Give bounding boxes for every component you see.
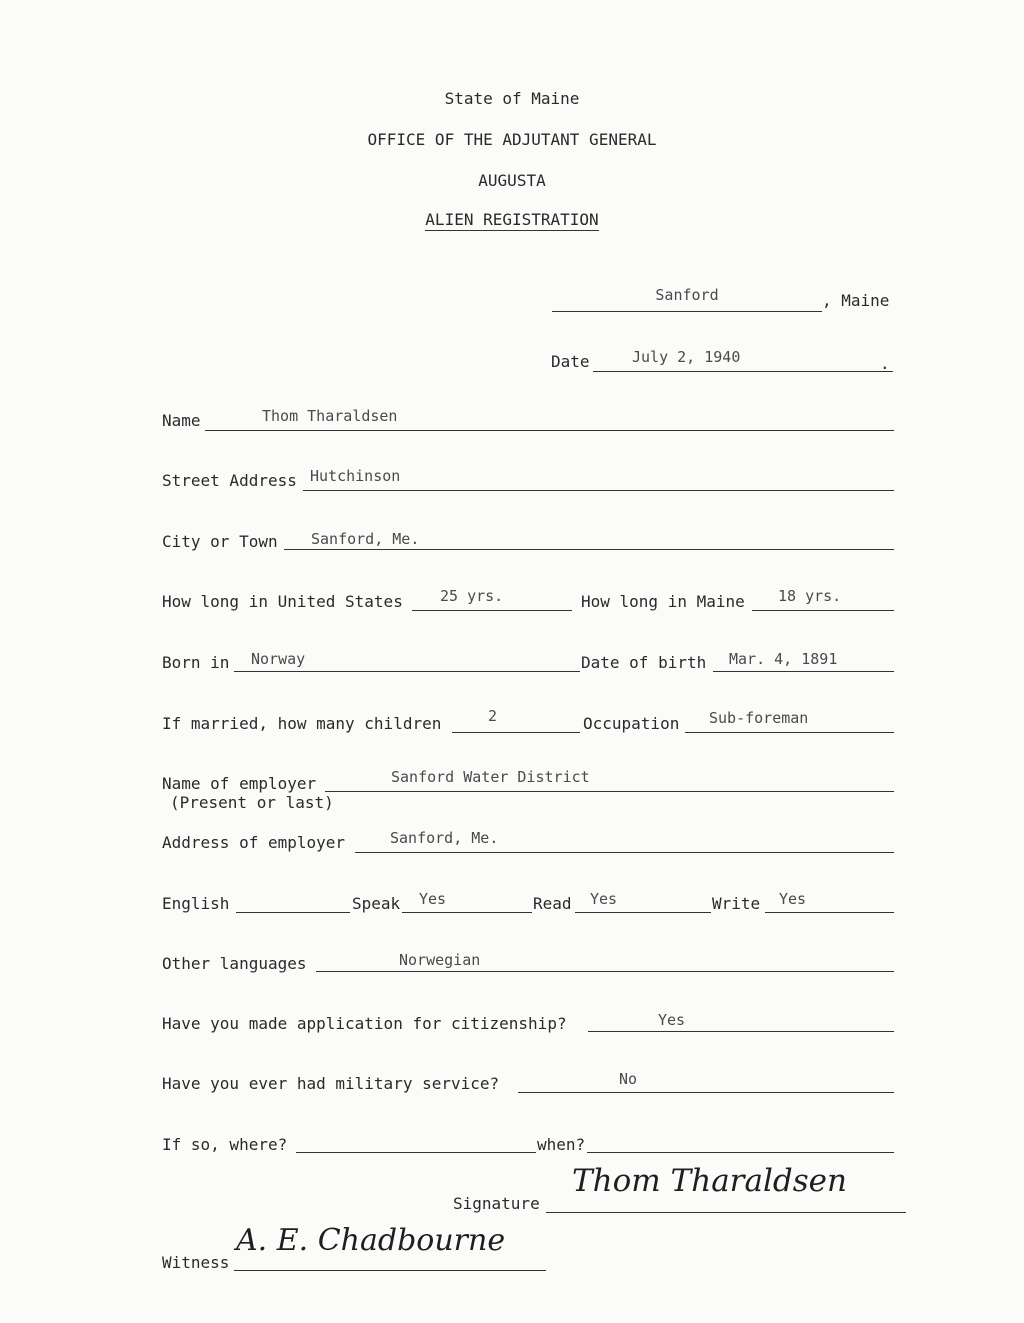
born-in-label: Born in [162,653,230,672]
military-label: Have you ever had military service? [162,1074,500,1093]
children-value: 2 [488,707,498,725]
when-label: when? [537,1135,586,1154]
employer-address-line [355,852,894,853]
write-line [765,912,894,913]
born-in-value: Norway [251,650,306,668]
military-line [518,1092,894,1093]
signature-line [546,1212,906,1213]
where-line [296,1152,536,1153]
citizenship-label: Have you made application for citizenship? [162,1014,567,1033]
city-label: City or Town [162,532,278,551]
employer-line [325,791,894,792]
town-value: Sanford [655,286,719,304]
employer-address-value: Sanford, Me. [390,829,499,847]
employer-sublabel: (Present or last) [170,793,334,812]
other-languages-label: Other languages [162,954,307,973]
born-in-line [234,671,580,672]
read-line [575,912,711,913]
write-value: Yes [779,890,807,908]
speak-label: Speak [352,894,401,913]
date-value: July 2, 1940 [632,348,741,366]
speak-line [402,912,532,913]
write-label: Write [712,894,761,913]
other-languages-line [316,971,894,972]
header-state: State of Maine [444,89,580,108]
name-label: Name [162,411,201,430]
military-value: No [619,1070,638,1088]
us-duration-label: How long in United States [162,592,403,611]
name-value: Thom Tharaldsen [262,407,398,425]
occupation-line [685,732,894,733]
header-office: OFFICE OF THE ADJUTANT GENERAL [367,130,657,149]
english-line [236,912,350,913]
form-title-text: ALIEN REGISTRATION [425,210,599,229]
children-line [452,732,580,733]
name-line [205,430,894,431]
citizenship-value: Yes [658,1011,686,1029]
read-value: Yes [590,890,618,908]
street-label: Street Address [162,471,297,490]
employer-address-label: Address of employer [162,833,346,852]
street-value: Hutchinson [310,467,401,485]
signature-label: Signature [453,1194,540,1213]
children-label: If married, how many children [162,714,442,733]
english-label: English [162,894,230,913]
witness-label: Witness [162,1253,230,1272]
us-duration-line [412,610,572,611]
us-duration-value: 25 yrs. [440,587,504,605]
dob-value: Mar. 4, 1891 [729,650,838,668]
city-line [284,549,894,550]
other-languages-value: Norwegian [399,951,481,969]
employer-value: Sanford Water District [391,768,590,786]
maine-duration-label: How long in Maine [581,592,745,611]
occupation-label: Occupation [583,714,680,733]
header-city: AUGUSTA [478,171,546,190]
employer-label: Name of employer [162,774,317,793]
date-end-mark: . [880,354,890,373]
witness-line [234,1270,546,1271]
form-title [0,211,1024,229]
signature-handwritten: Thom Tharaldsen [572,1163,847,1199]
dob-line [713,671,894,672]
witness-handwritten: A. E. Chadbourne [236,1223,506,1258]
date-line [593,371,893,372]
maine-duration-value: 18 yrs. [778,587,842,605]
street-line [303,490,894,491]
read-label: Read [533,894,572,913]
where-label: If so, where? [162,1135,288,1154]
town-line [552,311,822,312]
dob-label: Date of birth [581,653,707,672]
date-label: Date [551,352,590,371]
citizenship-line [588,1031,894,1032]
maine-duration-line [752,610,894,611]
when-line [587,1152,894,1153]
occupation-value: Sub-foreman [709,709,809,727]
state-suffix: , Maine [822,291,890,310]
city-value: Sanford, Me. [311,530,420,548]
speak-value: Yes [419,890,447,908]
